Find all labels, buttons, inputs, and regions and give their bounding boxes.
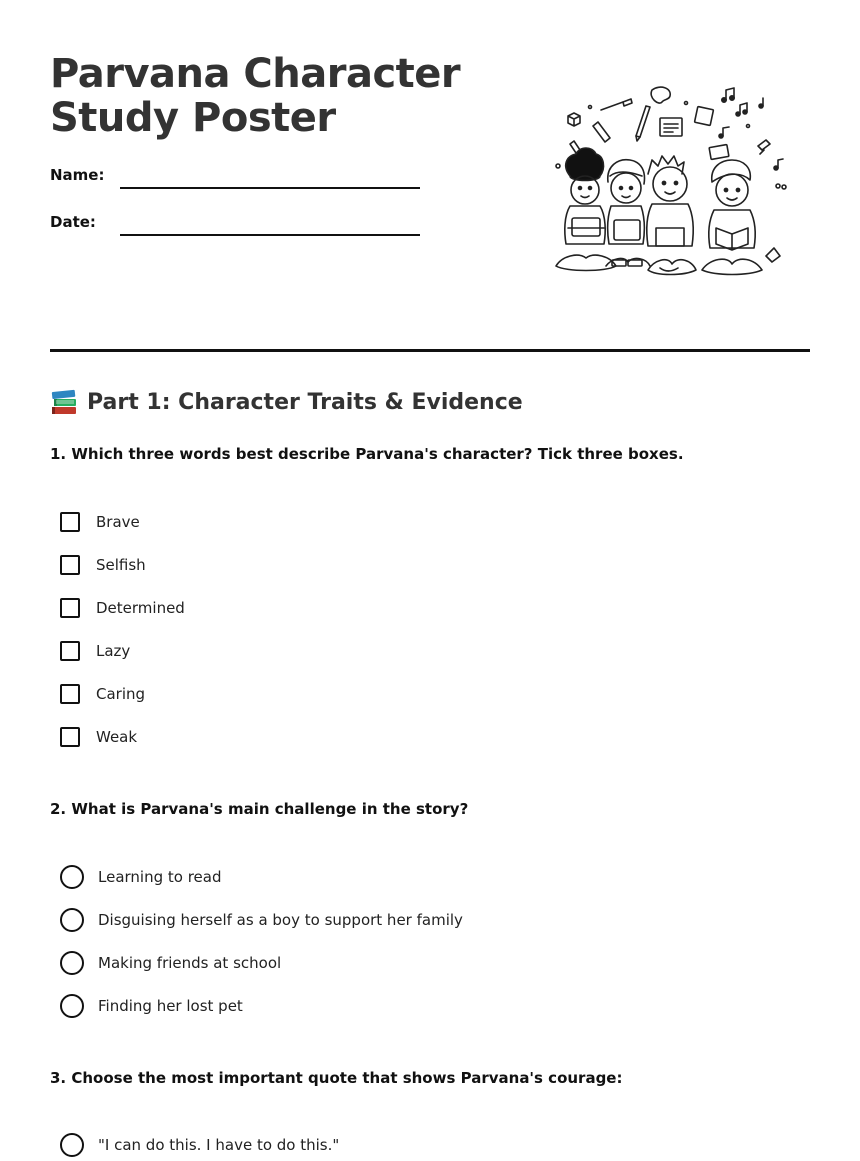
cube-icon [568,113,580,126]
palette-icon [651,87,670,103]
option-label: Finding her lost pet [98,997,243,1015]
section-title [50,388,523,416]
option-label: Disguising herself as a boy to support her family [98,911,463,929]
option-quote-1[interactable] [60,1132,339,1158]
child-figure [556,148,616,271]
date-label: Date: [50,213,96,231]
crayon-icon [593,122,610,142]
paper-icon [709,145,729,160]
option-caring[interactable] [60,681,145,707]
option-weak[interactable] [60,724,137,750]
option-label: Brave [96,513,140,531]
option-disguising[interactable] [60,907,463,933]
child-figure [606,160,650,266]
paper-icon [660,118,682,136]
radio-button[interactable] [60,908,84,932]
option-label: Lazy [96,642,131,660]
checkbox[interactable] [60,641,80,661]
option-label: Determined [96,599,185,617]
section-title-text: Part 1: Character Traits & Evidence [87,389,523,415]
radio-button[interactable] [60,951,84,975]
radio-button[interactable] [60,865,84,889]
header-divider [50,349,810,352]
option-determined[interactable] [60,595,185,621]
checkbox[interactable] [60,555,80,575]
option-lazy[interactable] [60,638,130,664]
option-label: Caring [96,685,146,703]
music-note-icon [774,159,783,170]
question-3: 3. Choose the most important quote that shows Parvana's courage: [50,1069,623,1087]
option-making-friends[interactable] [60,950,281,976]
paintbrush-icon [601,99,632,110]
name-field[interactable] [120,187,420,189]
option-learning-to-read[interactable] [60,864,222,890]
option-brave[interactable] [60,509,140,535]
radio-button[interactable] [60,1133,84,1157]
checkbox[interactable] [60,727,80,747]
option-label: Making friends at school [98,954,282,972]
music-note-icon [759,98,763,108]
name-label: Name: [50,166,105,184]
option-label: "I can do this. I have to do this." [98,1136,340,1154]
checkbox[interactable] [60,598,80,618]
paper-icon [695,107,714,126]
page-title: Parvana Character Study Poster [50,51,461,141]
date-field[interactable] [120,234,420,236]
option-label: Learning to read [98,868,222,886]
checkbox[interactable] [60,684,80,704]
checkbox[interactable] [60,512,80,532]
radio-button[interactable] [60,994,84,1018]
music-note-icon [736,103,747,116]
music-note-icon [722,88,734,102]
music-note-icon [719,127,729,138]
pencil-icon [636,106,650,141]
option-selfish[interactable] [60,552,146,578]
option-label: Weak [96,728,138,746]
question-2: 2. What is Parvana's main challenge in the story? [50,800,469,818]
child-figure [647,156,696,275]
option-label: Selfish [96,556,146,574]
books-icon [50,388,78,416]
children-reading-illustration [548,78,788,280]
child-figure [702,160,762,275]
option-lost-pet[interactable] [60,993,243,1019]
question-1: 1. Which three words best describe Parvana's character? Tick three boxes. [50,445,684,463]
